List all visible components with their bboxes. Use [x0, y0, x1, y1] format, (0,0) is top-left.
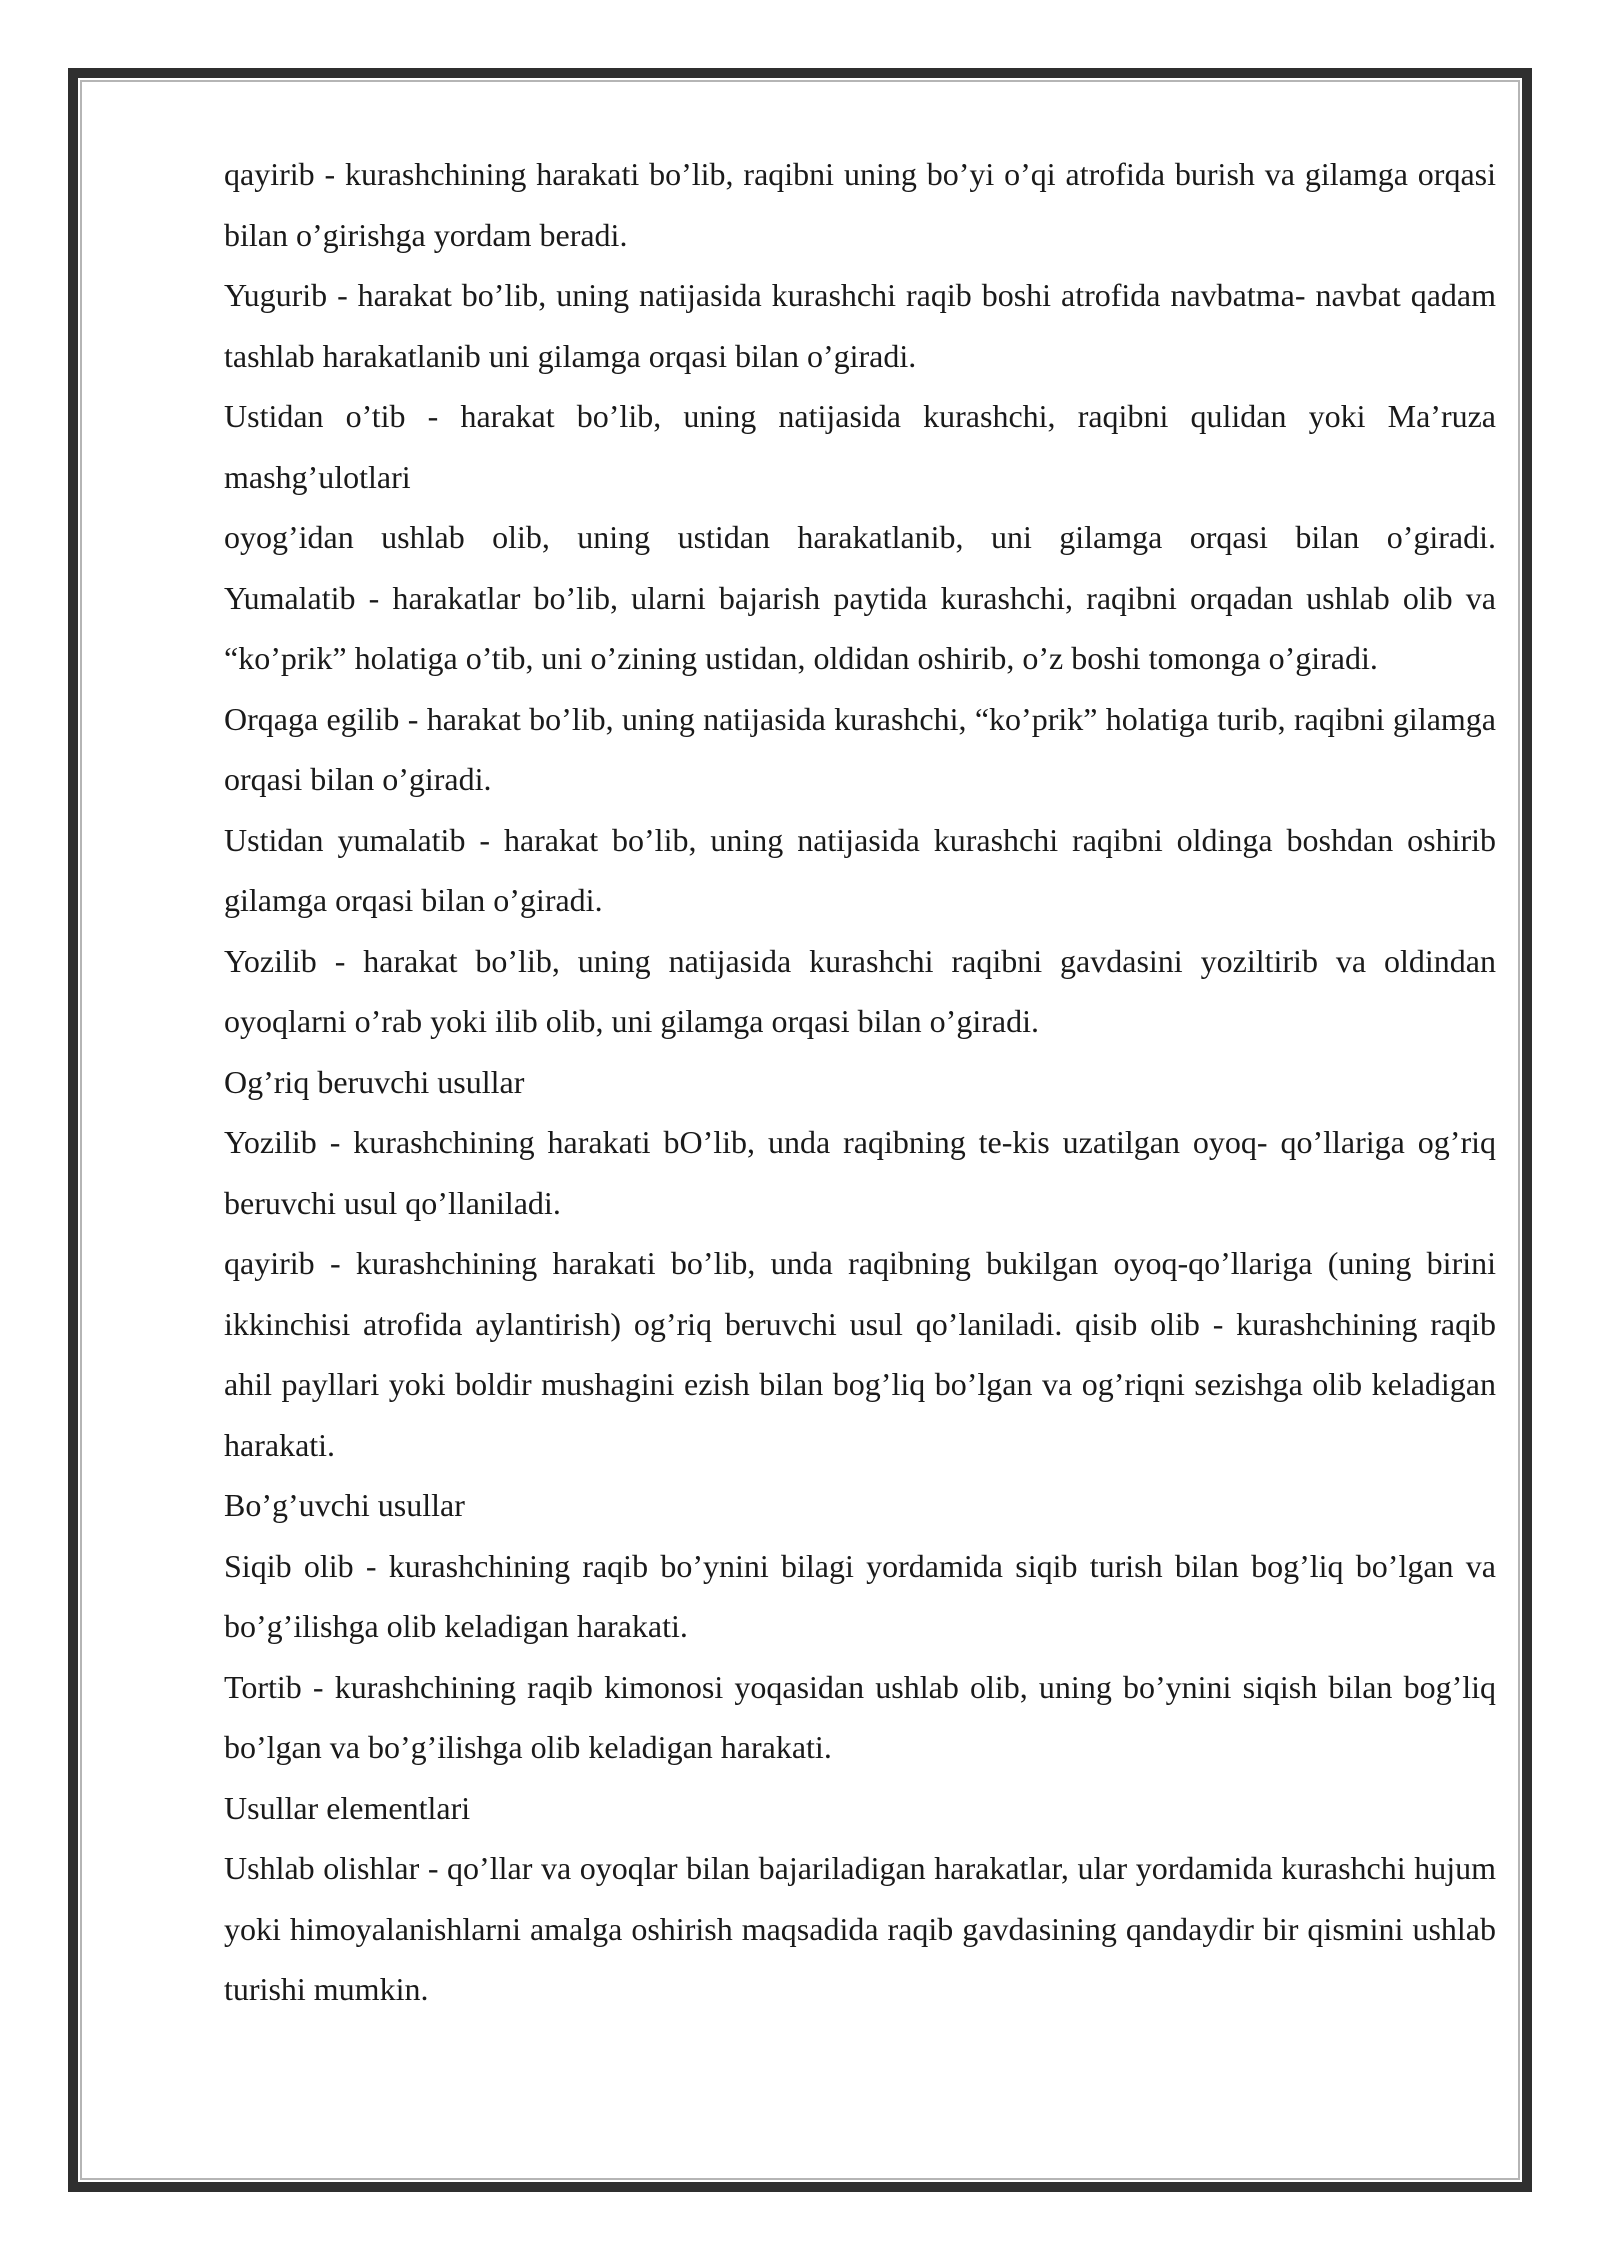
section-heading: Og’riq beruvchi usullar — [224, 1063, 525, 1100]
paragraph: Yugurib - harakat bo’lib, uning natijasida kurashchi raqib boshi atrofida navbatma- navbat qadam tashlab harakatlanib uni gilamga orqasi bilan o’giradi. — [224, 277, 1496, 374]
document-body — [224, 144, 1496, 2020]
paragraph: Ushlab olishlar - qo’llar va oyoqlar bilan bajariladigan harakatlar, ular yordamida kurashchi hujum yoki himoyalanishlarni amalga oshirish maqsadida raqib gavdasining qandaydir bir qismini ushlab turishi mumkin. — [224, 1850, 1496, 2007]
paragraph: Tortib - kurashchining raqib kimonosi yoqasidan ushlab olib, uning bo’ynini siqish bilan bog’liq bo’lgan va bo’g’ilishga olib keladigan harakati. — [224, 1668, 1496, 1765]
section-heading: Usullar elementlari — [224, 1789, 471, 1826]
section-heading: Bo’g’uvchi usullar — [224, 1487, 465, 1523]
paragraph: Ustidan o’tib - harakat bo’lib, uning natijasida kurashchi, raqibni qulidan yoki Ma’ruza mashg’ulotlari — [224, 398, 1496, 495]
paragraph: Yumalatib - harakatlar bo’lib, ularni bajarish paytida kurashchi, raqibni orqadan ushlab olib va “ko’prik” holatiga o’tib, uni o’zining ustidan, oldidan oshirib, o’z boshi tomonga o’giradi. — [224, 579, 1496, 676]
paragraph: Siqib olib - kurashchining raqib bo’ynini bilagi yordamida siqib turish bilan bog’liq bo’lgan va bo’g’ilishga olib keladigan harakati. — [224, 1547, 1496, 1644]
paragraph: qayirib - kurashchining harakati bo’lib, raqibni uning bo’yi o’qi atrofida burish va gilamga orqasi bilan o’girishga yordam beradi. — [224, 156, 1496, 253]
paragraph: Orqaga egilib - harakat bo’lib, uning natijasida kurashchi, “ko’prik” holatiga turib, raqibni gilamga orqasi bilan o’giradi. — [224, 700, 1496, 797]
paragraph: oyog’idan ushlab olib, uning ustidan harakatlanib, uni gilamga orqasi bilan o’giradi. — [224, 519, 1496, 555]
paragraph: Yozilib - kurashchining harakati bO’lib, unda raqibning te-kis uzatilgan oyoq- qo’llariga og’riq beruvchi usul qo’llaniladi. — [224, 1124, 1496, 1221]
paragraph: qayirib - kurashchining harakati bo’lib, unda raqibning bukilgan oyoq-qo’llariga (uning birini ikkinchisi atrofida aylantirish) og’riq beruvchi usul qo’laniladi. qisib olib - kurashchining raqib ahil payllari yoki boldir mushagini ezish bilan bog’liq bo’lgan va og’riqni sezishga olib keladigan harakati. — [224, 1245, 1496, 1463]
paragraph: Yozilib - harakat bo’lib, uning natijasida kurashchi raqibni gavdasini yoziltirib va oldindan oyoqlarni o’rab yoki ilib olib, uni gilamga orqasi bilan o’giradi. — [224, 942, 1496, 1039]
paragraph: Ustidan yumalatib - harakat bo’lib, uning natijasida kurashchi raqibni oldinga boshdan oshirib gilamga orqasi bilan o’giradi. — [224, 821, 1496, 918]
